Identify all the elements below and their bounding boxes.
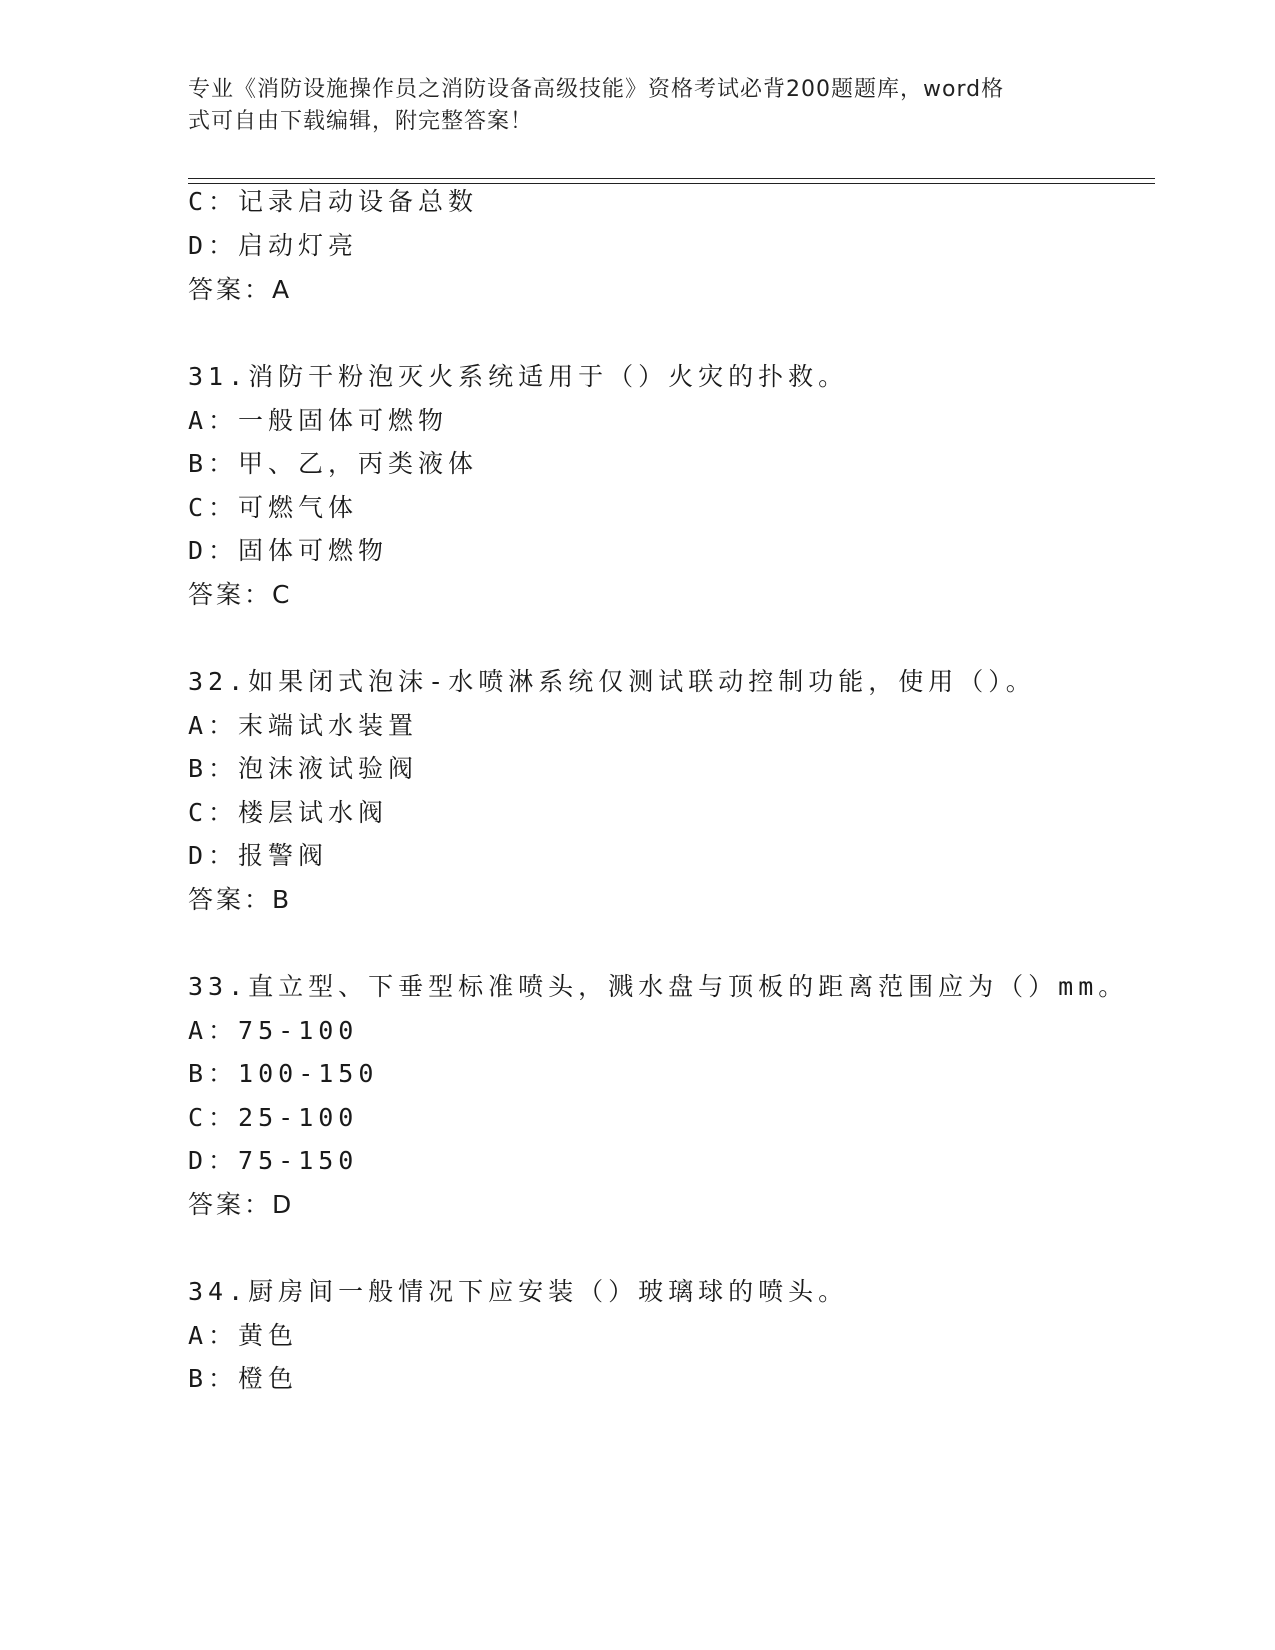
option-c: C：楼层试水阀	[188, 798, 389, 827]
option-a: A：一般固体可燃物	[188, 406, 449, 435]
option-d: D：75-150	[188, 1146, 359, 1175]
question-stem: 31.消防干粉泡灭火系统适用于（）火灾的扑救。	[188, 362, 849, 391]
option-b: B：甲、乙，丙类液体	[188, 449, 479, 478]
option-c: C：25-100	[188, 1103, 359, 1132]
option-c: C：记录启动设备总数	[188, 187, 479, 216]
question-stem: 34.厨房间一般情况下应安装（）玻璃球的喷头。	[188, 1277, 849, 1306]
option-b: B：泡沫液试验阀	[188, 754, 419, 783]
answer-label: 答案：D	[188, 1190, 295, 1219]
option-d: D：启动灯亮	[188, 231, 359, 260]
option-c: C：可燃气体	[188, 493, 359, 522]
option-a: A：75-100	[188, 1016, 359, 1045]
answer-label: 答案：A	[188, 275, 293, 304]
header-divider-top	[188, 178, 1155, 179]
header-line-1: 专业《消防设施操作员之消防设备高级技能》资格考试必背200题题库，word格	[188, 77, 1005, 102]
option-b: B：橙色	[188, 1364, 299, 1393]
option-d: D：固体可燃物	[188, 536, 389, 565]
option-d: D：报警阀	[188, 841, 329, 870]
question-stem: 33.直立型、下垂型标准喷头，溅水盘与顶板的距离范围应为（）mm。	[188, 972, 1129, 1001]
option-a: A：黄色	[188, 1321, 299, 1350]
header-divider-bottom	[188, 183, 1155, 184]
option-a: A：末端试水装置	[188, 711, 419, 740]
answer-label: 答案：B	[188, 885, 293, 914]
option-b: B：100-150	[188, 1059, 379, 1088]
question-stem: 32.如果闭式泡沫-水喷淋系统仅测试联动控制功能，使用（）。	[188, 667, 1036, 696]
header-line-2: 式可自由下载编辑，附完整答案！	[188, 109, 534, 134]
answer-label: 答案：C	[188, 580, 293, 609]
document-header	[188, 74, 1068, 138]
